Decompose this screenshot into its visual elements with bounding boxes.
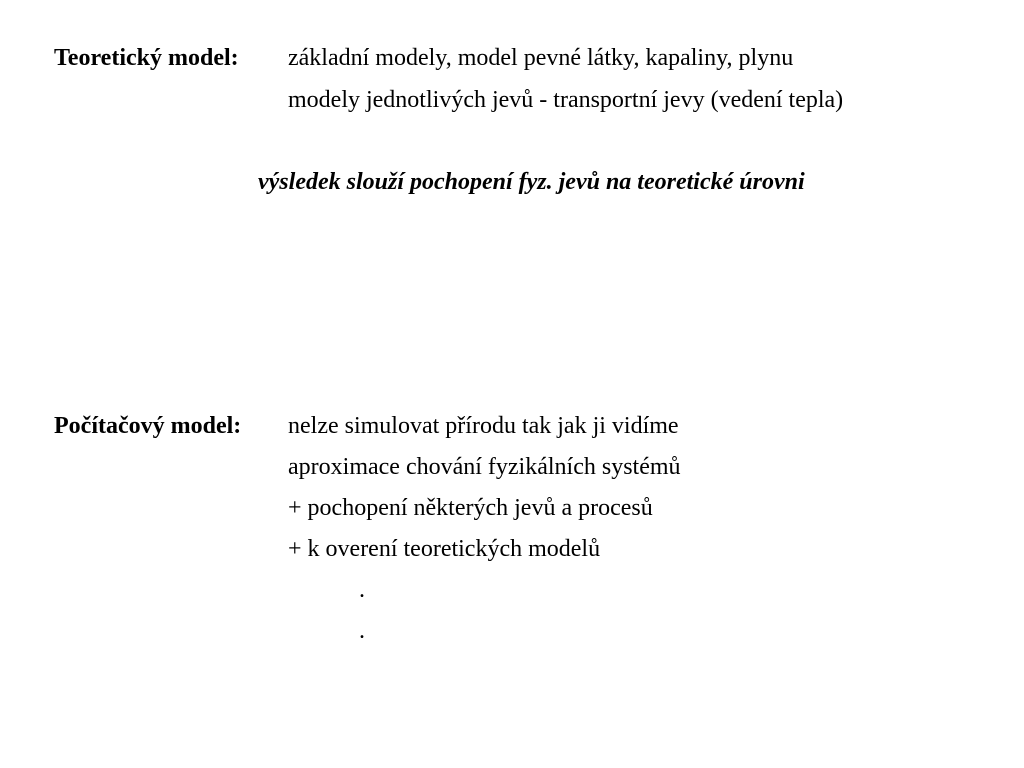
computer-model-line: nelze simulovat přírodu tak jak ji vidíme [288,413,679,439]
computer-model-line: + pochopení některých jevů a procesů [288,495,653,521]
theoretical-model-result: výsledek slouží pochopení fyz. jevů na teoretické úrovni [258,169,805,195]
computer-model-label: Počítačový model: [54,413,242,439]
theoretical-model-line: modely jednotlivých jevů - transportní jevy (vedení tepla) [288,87,844,113]
computer-model-line: + k overení teoretických modelů [288,536,601,562]
continuation-dot: . [359,577,365,603]
theoretical-model-label: Teoretický model: [54,45,239,71]
continuation-dot: . [359,618,365,644]
computer-model-line: aproximace chování fyzikálních systémů [288,454,681,480]
theoretical-model-line: základní modely, model pevné látky, kapaliny, plynu [288,45,794,71]
